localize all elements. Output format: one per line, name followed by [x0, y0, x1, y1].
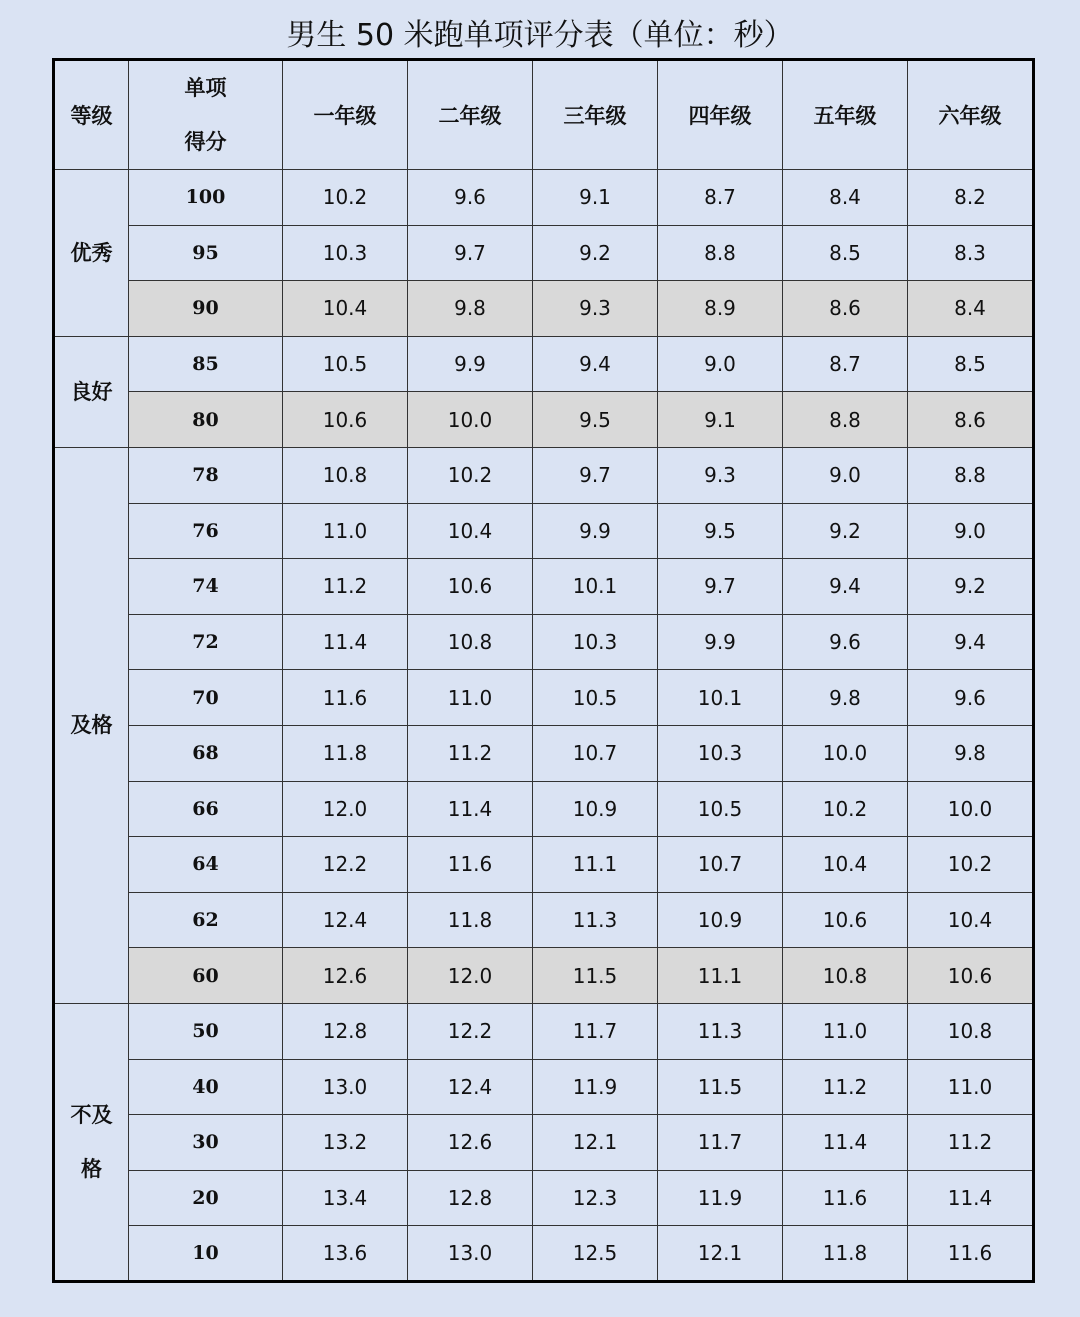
time-cell: 9.5 — [658, 503, 783, 559]
time-cell: 8.4 — [783, 170, 908, 226]
time-cell: 9.4 — [908, 614, 1034, 670]
page-title: 男生 50 米跑单项评分表（单位：秒） — [286, 18, 794, 53]
table-row — [54, 948, 1034, 1004]
time-cell: 11.8 — [283, 725, 408, 781]
time-cell: 12.6 — [408, 1115, 533, 1171]
time-cell: 10.3 — [533, 614, 658, 670]
time-cell: 9.1 — [533, 170, 658, 226]
time-cell: 11.6 — [783, 1170, 908, 1226]
time-cell: 9.7 — [658, 559, 783, 615]
time-cell: 11.3 — [533, 892, 658, 948]
time-cell: 10.0 — [783, 725, 908, 781]
time-cell: 8.4 — [908, 281, 1034, 337]
time-cell: 12.8 — [283, 1003, 408, 1059]
time-cell: 8.8 — [783, 392, 908, 448]
score-cell: 85 — [129, 336, 283, 392]
score-cell: 72 — [129, 614, 283, 670]
time-cell: 11.1 — [533, 837, 658, 893]
table-row — [54, 225, 1034, 281]
time-cell: 9.9 — [408, 336, 533, 392]
time-cell: 9.7 — [408, 225, 533, 281]
time-cell: 13.4 — [283, 1170, 408, 1226]
time-cell: 9.6 — [783, 614, 908, 670]
time-cell: 11.1 — [658, 948, 783, 1004]
time-cell: 8.9 — [658, 281, 783, 337]
time-cell: 11.2 — [283, 559, 408, 615]
table-row — [54, 781, 1034, 837]
time-cell: 8.7 — [658, 170, 783, 226]
score-cell: 66 — [129, 781, 283, 837]
score-cell: 20 — [129, 1170, 283, 1226]
time-cell: 12.0 — [408, 948, 533, 1004]
time-cell: 8.6 — [908, 392, 1034, 448]
table-body — [54, 170, 1034, 1282]
score-cell: 95 — [129, 225, 283, 281]
time-cell: 8.5 — [908, 336, 1034, 392]
time-cell: 9.1 — [658, 392, 783, 448]
time-cell: 12.2 — [408, 1003, 533, 1059]
header-level: 等级 — [54, 60, 129, 170]
table-row — [54, 1003, 1034, 1059]
time-cell: 10.2 — [783, 781, 908, 837]
time-cell: 11.6 — [283, 670, 408, 726]
time-cell: 12.6 — [283, 948, 408, 1004]
table-row — [54, 559, 1034, 615]
time-cell: 8.5 — [783, 225, 908, 281]
table-row — [54, 1115, 1034, 1171]
time-cell: 9.3 — [533, 281, 658, 337]
time-cell: 10.7 — [533, 725, 658, 781]
score-cell: 76 — [129, 503, 283, 559]
time-cell: 10.6 — [283, 392, 408, 448]
time-cell: 11.4 — [783, 1115, 908, 1171]
time-cell: 10.8 — [408, 614, 533, 670]
time-cell: 8.8 — [908, 447, 1034, 503]
time-cell: 11.9 — [533, 1059, 658, 1115]
time-cell: 8.8 — [658, 225, 783, 281]
header-score — [129, 60, 283, 170]
time-cell: 9.8 — [783, 670, 908, 726]
time-cell: 13.0 — [408, 1226, 533, 1282]
time-cell: 11.5 — [658, 1059, 783, 1115]
header-grade-6: 六年级 — [908, 60, 1034, 170]
time-cell: 12.4 — [283, 892, 408, 948]
time-cell: 11.4 — [908, 1170, 1034, 1226]
score-cell: 60 — [129, 948, 283, 1004]
time-cell: 11.3 — [658, 1003, 783, 1059]
time-cell: 12.5 — [533, 1226, 658, 1282]
score-cell: 50 — [129, 1003, 283, 1059]
header-grade-1: 一年级 — [283, 60, 408, 170]
time-cell: 11.2 — [908, 1115, 1034, 1171]
time-cell: 10.2 — [908, 837, 1034, 893]
time-cell: 13.6 — [283, 1226, 408, 1282]
time-cell: 9.6 — [408, 170, 533, 226]
table-row — [54, 837, 1034, 893]
table-row — [54, 281, 1034, 337]
time-cell: 11.2 — [783, 1059, 908, 1115]
time-cell: 9.4 — [533, 336, 658, 392]
score-cell: 100 — [129, 170, 283, 226]
time-cell: 10.7 — [658, 837, 783, 893]
time-cell: 11.6 — [908, 1226, 1034, 1282]
score-cell: 64 — [129, 837, 283, 893]
table-row — [54, 1226, 1034, 1282]
time-cell: 11.2 — [408, 725, 533, 781]
time-cell: 9.3 — [658, 447, 783, 503]
time-cell: 9.0 — [783, 447, 908, 503]
level-label-line: 不及 — [70, 1102, 113, 1127]
table-row — [54, 1059, 1034, 1115]
score-cell: 90 — [129, 281, 283, 337]
time-cell: 11.4 — [283, 614, 408, 670]
table-row — [54, 670, 1034, 726]
level-cell: 及格 — [54, 447, 129, 1003]
score-cell: 62 — [129, 892, 283, 948]
level-cell: 优秀 — [54, 170, 129, 337]
time-cell: 11.0 — [783, 1003, 908, 1059]
time-cell: 10.6 — [783, 892, 908, 948]
header-grade-2: 二年级 — [408, 60, 533, 170]
time-cell: 10.4 — [783, 837, 908, 893]
time-cell: 9.8 — [908, 725, 1034, 781]
table-row — [54, 725, 1034, 781]
time-cell: 10.2 — [283, 170, 408, 226]
time-cell: 13.2 — [283, 1115, 408, 1171]
table-row — [54, 336, 1034, 392]
level-cell — [54, 1003, 129, 1281]
score-cell: 68 — [129, 725, 283, 781]
time-cell: 11.0 — [283, 503, 408, 559]
time-cell: 9.2 — [533, 225, 658, 281]
score-cell: 78 — [129, 447, 283, 503]
time-cell: 11.0 — [408, 670, 533, 726]
time-cell: 11.7 — [658, 1115, 783, 1171]
header-score-line2: 得分 — [184, 130, 227, 154]
time-cell: 10.0 — [408, 392, 533, 448]
score-cell: 40 — [129, 1059, 283, 1115]
time-cell: 12.3 — [533, 1170, 658, 1226]
time-cell: 9.0 — [658, 336, 783, 392]
time-cell: 10.4 — [408, 503, 533, 559]
score-table — [52, 58, 1035, 1283]
time-cell: 10.5 — [283, 336, 408, 392]
score-cell: 70 — [129, 670, 283, 726]
time-cell: 11.5 — [533, 948, 658, 1004]
table-row — [54, 892, 1034, 948]
level-label-line: 格 — [81, 1156, 102, 1181]
time-cell: 10.1 — [658, 670, 783, 726]
time-cell: 10.2 — [408, 447, 533, 503]
header-grade-4: 四年级 — [658, 60, 783, 170]
time-cell: 9.9 — [658, 614, 783, 670]
time-cell: 12.4 — [408, 1059, 533, 1115]
time-cell: 13.0 — [283, 1059, 408, 1115]
header-grade-3: 三年级 — [533, 60, 658, 170]
time-cell: 10.9 — [658, 892, 783, 948]
time-cell: 9.2 — [783, 503, 908, 559]
time-cell: 9.7 — [533, 447, 658, 503]
score-cell: 30 — [129, 1115, 283, 1171]
time-cell: 10.4 — [908, 892, 1034, 948]
time-cell: 12.0 — [283, 781, 408, 837]
time-cell: 9.0 — [908, 503, 1034, 559]
table-row — [54, 447, 1034, 503]
time-cell: 10.4 — [283, 281, 408, 337]
time-cell: 11.8 — [783, 1226, 908, 1282]
table-row — [54, 170, 1034, 226]
time-cell: 10.5 — [658, 781, 783, 837]
time-cell: 12.1 — [533, 1115, 658, 1171]
time-cell: 9.4 — [783, 559, 908, 615]
time-cell: 10.0 — [908, 781, 1034, 837]
time-cell: 8.6 — [783, 281, 908, 337]
time-cell: 10.6 — [908, 948, 1034, 1004]
header-score-line1: 单项 — [184, 76, 227, 100]
time-cell: 10.5 — [533, 670, 658, 726]
time-cell: 11.6 — [408, 837, 533, 893]
time-cell: 9.2 — [908, 559, 1034, 615]
time-cell: 8.2 — [908, 170, 1034, 226]
time-cell: 9.9 — [533, 503, 658, 559]
time-cell: 9.6 — [908, 670, 1034, 726]
time-cell: 10.8 — [783, 948, 908, 1004]
time-cell: 11.0 — [908, 1059, 1034, 1115]
time-cell: 10.9 — [533, 781, 658, 837]
time-cell: 8.7 — [783, 336, 908, 392]
time-cell: 10.3 — [283, 225, 408, 281]
table-row — [54, 1170, 1034, 1226]
header-grade-5: 五年级 — [783, 60, 908, 170]
time-cell: 9.5 — [533, 392, 658, 448]
time-cell: 11.9 — [658, 1170, 783, 1226]
time-cell: 10.6 — [408, 559, 533, 615]
time-cell: 12.1 — [658, 1226, 783, 1282]
header-row — [54, 60, 1034, 170]
level-cell: 良好 — [54, 336, 129, 447]
time-cell: 10.3 — [658, 725, 783, 781]
score-cell: 74 — [129, 559, 283, 615]
time-cell: 10.8 — [908, 1003, 1034, 1059]
score-cell: 10 — [129, 1226, 283, 1282]
time-cell: 10.8 — [283, 447, 408, 503]
table-row — [54, 392, 1034, 448]
table-row — [54, 503, 1034, 559]
time-cell: 10.1 — [533, 559, 658, 615]
time-cell: 9.8 — [408, 281, 533, 337]
time-cell: 11.8 — [408, 892, 533, 948]
time-cell: 12.8 — [408, 1170, 533, 1226]
time-cell: 11.7 — [533, 1003, 658, 1059]
time-cell: 12.2 — [283, 837, 408, 893]
score-cell: 80 — [129, 392, 283, 448]
time-cell: 8.3 — [908, 225, 1034, 281]
time-cell: 11.4 — [408, 781, 533, 837]
table-row — [54, 614, 1034, 670]
